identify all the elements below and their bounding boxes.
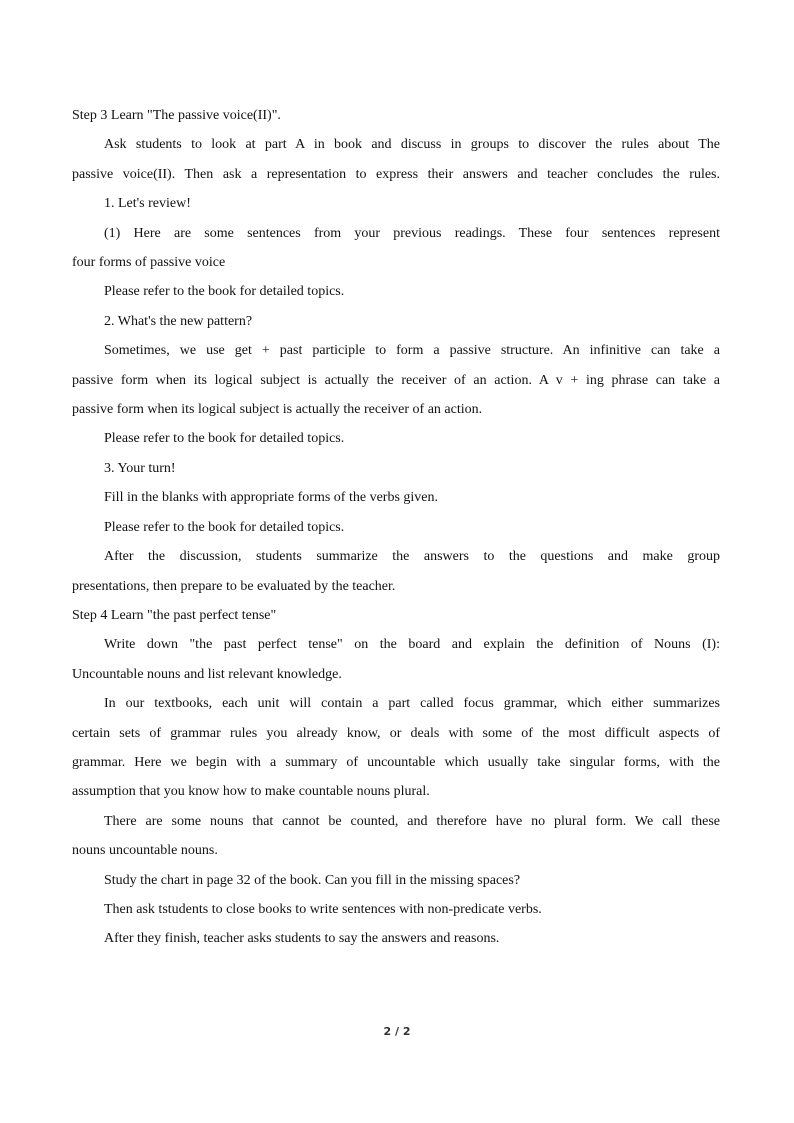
paragraph-line: Write down "the past perfect tense" on the board and explain the definition of Nouns (I): (104, 637, 720, 653)
paragraph-line: Then ask tstudents to close books to write sentences with non-predicate verbs. (104, 901, 542, 917)
paragraph-line: There are some nouns that cannot be counted, and therefore have no plural form. We call these (104, 813, 720, 829)
paragraph-line: presentations, then prepare to be evaluated by the teacher. (72, 578, 396, 594)
paragraph-line: In our textbooks, each unit will contain a part called focus grammar, which either summarizes (104, 696, 720, 712)
list-item-new-pattern: 2. What's the new pattern? (104, 313, 253, 329)
page-number: 2 / 2 (383, 1025, 411, 1038)
paragraph-line: nouns uncountable nouns. (72, 843, 218, 859)
paragraph-line: Fill in the blanks with appropriate forms of the verbs given. (104, 490, 438, 506)
paragraph-line: certain sets of grammar rules you already know, or deals with some of the most difficult aspects of (72, 725, 720, 741)
paragraph-line: Please refer to the book for detailed topics. (104, 431, 345, 447)
paragraph-line: Sometimes, we use get + past participle to form a passive structure. An infinitive can take a (104, 343, 720, 359)
document-body (72, 101, 720, 954)
paragraph-line: grammar. Here we begin with a summary of uncountable which usually take singular forms, with the (72, 754, 720, 770)
paragraph-line: (1) Here are some sentences from your previous readings. These four sentences represent (104, 225, 720, 241)
paragraph-line: assumption that you know how to make countable nouns plural. (72, 784, 430, 800)
paragraph-line: four forms of passive voice (72, 255, 226, 271)
paragraph-line: Uncountable nouns and list relevant knowledge. (72, 666, 342, 682)
paragraph-line: After the discussion, students summarize the answers to the questions and make group (104, 549, 720, 565)
paragraph-line: passive form when its logical subject is actually the receiver of an action. (72, 402, 483, 418)
paragraph-line: passive voice(II). Then ask a representation to express their answers and teacher concludes the rules. (72, 166, 720, 182)
step-3-heading: Step 3 Learn "The passive voice(II)". (72, 108, 281, 123)
paragraph-line: Study the chart in page 32 of the book. Can you fill in the missing spaces? (104, 872, 521, 888)
paragraph-line: After they finish, teacher asks students to say the answers and reasons. (104, 931, 500, 947)
paragraph-line: Please refer to the book for detailed topics. (104, 519, 345, 535)
list-item-your-turn: 3. Your turn! (104, 460, 176, 476)
paragraph-line: Ask students to look at part A in book and discuss in groups to discover the rules about The (104, 137, 720, 153)
paragraph-line: passive form when its logical subject is actually the receiver of an action. A v + ing phrase can take a (72, 372, 720, 388)
paragraph-line: Please refer to the book for detailed topics. (104, 284, 345, 300)
step-4-heading: Step 4 Learn "the past perfect tense" (72, 607, 277, 623)
list-item-review: 1. Let's review! (104, 196, 191, 212)
